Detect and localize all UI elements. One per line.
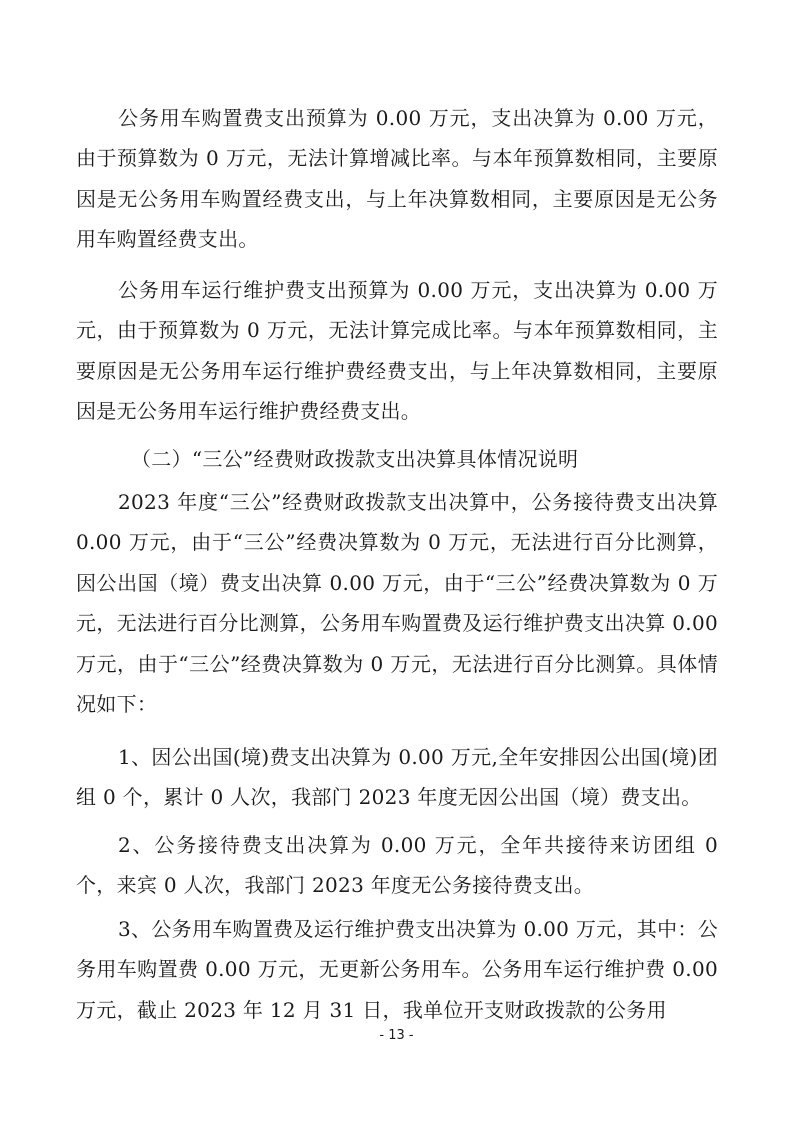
paragraph-item-1: 1、因公出国(境)费支出决算为 0.00 万元,全年安排因公出国(境)团组 0 个，累计 0 人次，我部门 2023 年度无因公出国（境）费支出。 (76, 745, 718, 810)
paragraph-item-3: 3、公务用车购置费及运行维护费支出决算为 0.00 万元，其中：公务用车购置费 0.00 万元，无更新公务用车。公务用车运行维护费 0.00 万元，截止 2023 年 12 月 31 日，我单位开支财政拨款的公务用 (76, 917, 718, 1022)
paragraph-item-2: 2、公务接待费支出决算为 0.00 万元，全年共接待来访团组 0 个，来宾 0 人次，我部门 2023 年度无公务接待费支出。 (76, 833, 718, 898)
paragraph-summary: 2023 年度“三公”经费财政拨款支出决算中，公务接待费支出决算 0.00 万元，由于“三公”经费决算数为 0 万元，无法进行百分比测算，因公出国（境）费支出决算 0.00 万元，由于“三公”经费决算数为 0 万元，无法进行百分比测算，公务用车购置费及运行维护费支出决算 0.00 万元，由于“三公”经费决算数为 0 万元，无法进行百分比测算。具体情况如下： (76, 490, 718, 717)
page-number: - 13 - (379, 1028, 414, 1043)
paragraph-vehicle-purchase: 公务用车购置费支出预算为 0.00 万元，支出决算为 0.00 万元，由于预算数为 0 万元，无法计算增减比率。与本年预算数相同，主要原因是无公务用车购置经费支出，与上年决算数相同，主要原因是无公务用车购置经费支出。 (76, 106, 718, 252)
paragraph-vehicle-maintenance: 公务用车运行维护费支出预算为 0.00 万元，支出决算为 0.00 万元，由于预算数为 0 万元，无法计算完成比率。与本年预算数相同，主要原因是无公务用车运行维护费经费支出，与上年决算数相同，主要原因是无公务用车运行维护费经费支出。 (76, 278, 718, 424)
section-heading: （二）“三公”经费财政拨款支出决算具体情况说明 (131, 447, 579, 471)
